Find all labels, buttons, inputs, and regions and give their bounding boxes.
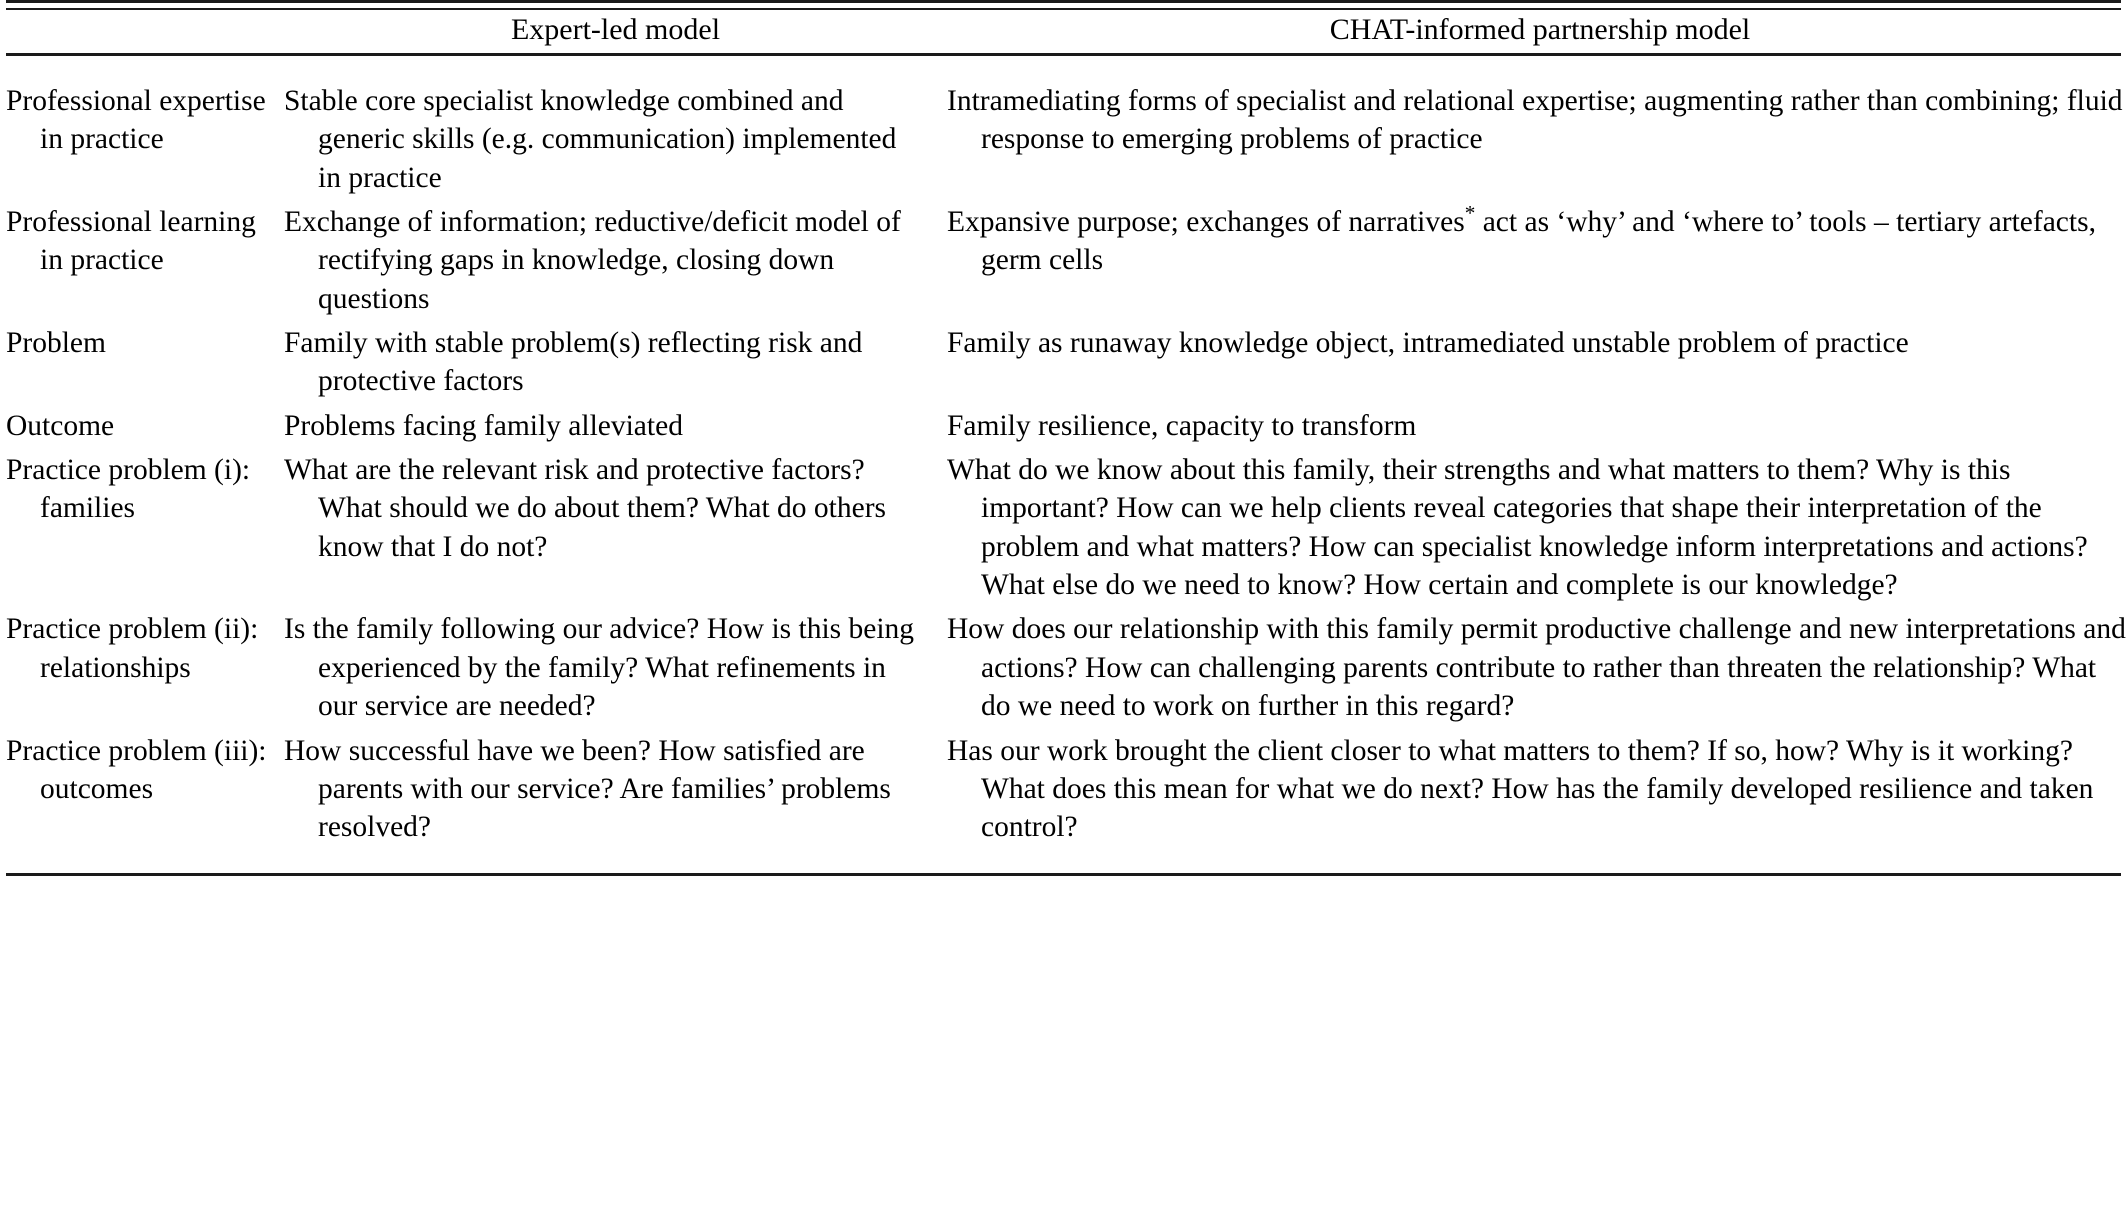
body-top-spacer [6,56,2127,82]
spacer-row [6,853,2127,873]
table-row [6,732,2127,853]
row-chat-text: What do we know about this family, their strengths and what matters to them? Why is this important? How can we help clients reveal categories that shape their interpretation of the problem and what matters? How can specialist knowledge inform interpretations and actions? What else do we need to know? How certain and complete is our knowledge? [947,454,2088,602]
row-chat-cell [947,610,2127,731]
table-top-rule-outer [6,0,2121,3]
row-label: Practice problem (i): families [6,454,251,525]
row-chat-text-post: act as ‘why’ and ‘where to’ tools – tertiary artefacts, germ cells [981,206,2096,277]
row-label-cell [6,82,284,203]
row-chat-text: Has our work brought the client closer to what matters to them? If so, how? Why is it working? What does this mean for what we do next? How has the family developed resilience and taken control? [947,734,2094,844]
row-chat-text: How does our relationship with this family permit productive challenge and new interpretations and actions? How can challenging parents contribute to rather than threaten the relationship? What do we need to work on further in this regard? [947,613,2126,723]
row-chat-text: Family resilience, capacity to transform [947,409,1417,442]
row-label: Practice problem (ii): relationships [6,613,259,684]
header-expert-led-model: Expert-led model [510,13,721,46]
row-chat-text [947,203,2127,280]
table-row [6,451,2127,610]
row-expert-cell [284,407,947,451]
row-label-cell [6,610,284,731]
row-label: Practice problem (iii): outcomes [6,734,267,805]
table-header [6,10,2127,53]
table-row [6,82,2127,203]
row-chat-cell [947,324,2127,407]
row-label: Professional expertise in practice [6,85,266,156]
row-chat-cell [947,732,2127,853]
comparison-table [6,10,2127,53]
table-body [6,56,2127,873]
row-expert-text: How successful have we been? How satisfied are parents with our service? Are families’ problems resolved? [284,734,891,844]
row-expert-text: Problems facing family alleviated [284,409,683,442]
header-blank [6,10,284,53]
row-expert-cell [284,203,947,324]
row-expert-text: What are the relevant risk and protective factors? What should we do about them? What do others know that I do not? [284,454,887,563]
row-label-cell [6,324,284,407]
table-row [6,324,2127,407]
spacer-row [6,56,2127,82]
header-chat-informed-partnership-model: CHAT-informed partnership model [1329,13,1751,46]
comparison-table-body [6,56,2127,873]
row-expert-text: Family with stable problem(s) reflecting risk and protective factors [284,327,863,398]
row-expert-cell [284,732,947,853]
row-expert-cell [284,82,947,203]
table-row [6,610,2127,731]
row-chat-cell [947,451,2127,610]
footnote-marker-icon: * [1464,201,1476,226]
row-label-cell [6,732,284,853]
row-expert-text: Exchange of information; reductive/deficit model of rectifying gaps in knowledge, closing down questions [284,206,901,315]
row-chat-text-pre: Expansive purpose; exchanges of narratives [947,206,1465,239]
table-row [6,407,2127,451]
row-label-cell [6,451,284,610]
row-chat-text: Family as runaway knowledge object, intramediated unstable problem of practice [947,327,1909,360]
row-expert-cell [284,610,947,731]
row-label-cell [6,203,284,324]
body-bottom-spacer [6,853,2127,873]
row-expert-text: Stable core specialist knowledge combined and generic skills (e.g. communication) implemented in practice [284,85,897,194]
row-chat-cell [947,203,2127,324]
table-row [6,203,2127,324]
row-label: Problem [6,327,106,360]
header-row [6,10,2127,53]
row-expert-cell [284,451,947,610]
row-chat-cell [947,407,2127,451]
row-expert-cell [284,324,947,407]
row-expert-text: Is the family following our advice? How is this being experienced by the family? What refinements in our service are needed? [284,613,915,723]
row-label: Outcome [6,409,115,442]
row-label: Professional learning in practice [6,206,256,277]
table-bottom-rule [6,873,2121,876]
row-label-cell [6,407,284,451]
row-chat-cell [947,82,2127,203]
row-chat-text: Intramediating forms of specialist and relational expertise; augmenting rather than combining; fluid response to emerging problems of practice [947,85,2123,156]
